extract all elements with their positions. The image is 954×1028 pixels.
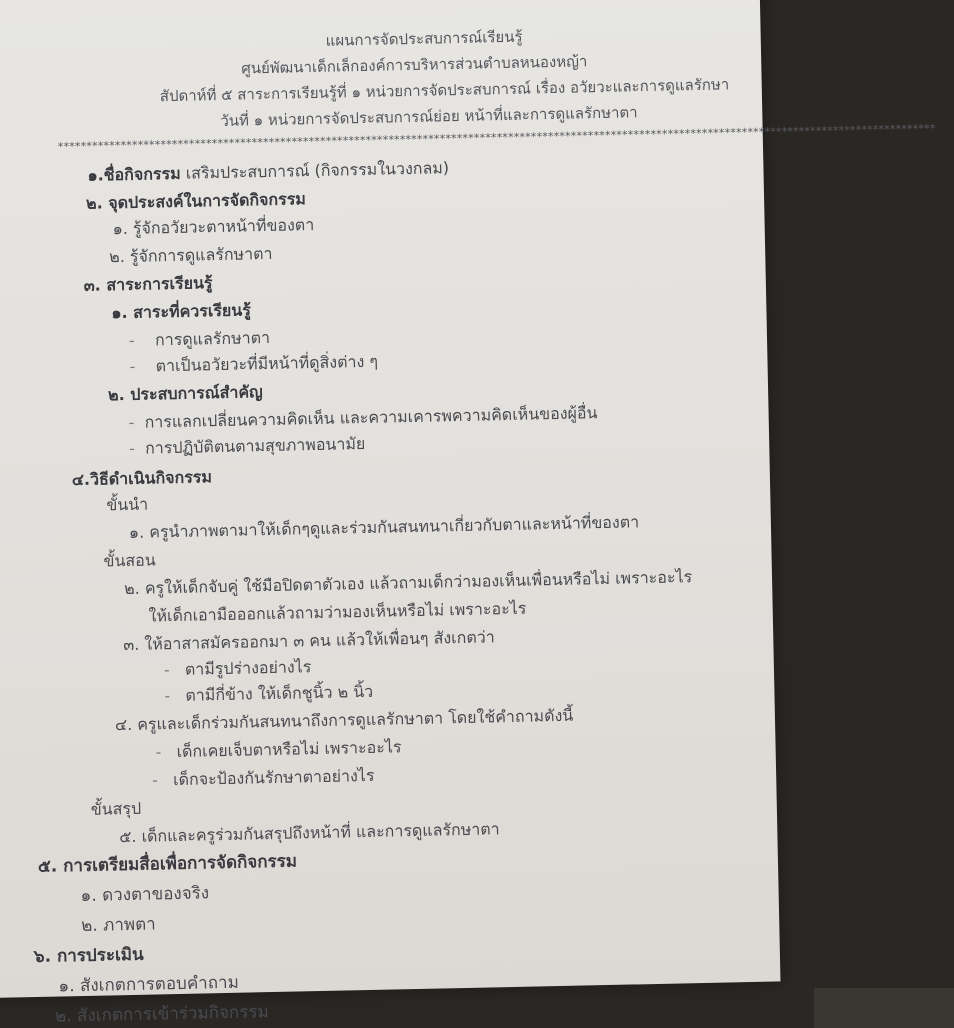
background-corner xyxy=(814,988,954,1028)
section-3-sub2-title: ๒. ประสบการณ์สำคัญ xyxy=(107,382,263,405)
media-item: ๒. ภาพตา xyxy=(80,914,156,937)
dash-bullet: - xyxy=(128,412,135,432)
dash-bullet: - xyxy=(128,330,135,350)
header-title: แผนการจัดประสบการณ์เรียนรู้ xyxy=(325,27,523,50)
dash-bullet: - xyxy=(155,742,162,762)
intro-step: ๑. ครูนำภาพตามาให้เด็กๆดูและร่วมกันสนทนาเกี่ยวกับตาและหน้าที่ของตา xyxy=(128,512,640,542)
section-3-title: ๓. สาระการเรียนรู้ xyxy=(83,273,213,295)
dash-bullet: - xyxy=(128,438,136,458)
summary-step: ๕. เด็กและครูร่วมกันสรุปถึงหน้าที่ และการดูแลรักษาตา xyxy=(119,819,500,847)
evaluation-item: ๒. สังเกตการเข้าร่วมกิจกรรม xyxy=(54,1002,269,1027)
section-1-text: เสริมประสบการณ์ (กิจกรรมในวงกลม) xyxy=(180,158,450,183)
section-2-title: ๒. จุดประสงค์ในการจัดกิจกรรม xyxy=(85,189,307,213)
dash-bullet: - xyxy=(129,356,136,376)
teach-step-4-sub xyxy=(152,766,375,791)
experience-item xyxy=(129,434,366,459)
section-5-title: ๕. การเตรียมสื่อเพื่อการจัดกิจกรรม xyxy=(37,851,298,877)
stage-summary-label: ขั้นสรุป xyxy=(90,798,142,819)
experience-item xyxy=(128,403,597,433)
header-center-name: ศูนย์พัฒนาเด็กเล็กองค์การบริหารส่วนตำบลหนองหญ้า xyxy=(241,52,588,78)
content-item-text: การดูแลรักษาตา xyxy=(154,327,271,350)
dash-bullet: - xyxy=(151,770,159,790)
content-item-text: ตาเป็นอวัยวะที่มีหน้าที่ดูสิ่งต่าง ๆ xyxy=(155,351,379,376)
dash-bullet: - xyxy=(164,686,171,706)
teach-step-4: ๔. ครูและเด็กร่วมกันสนทนาถึงการดูแลรักษาตา โดยใช้คำถามดังนี้ xyxy=(114,705,574,735)
experience-item-text: การปฏิบัติตนตามสุขภาพอนามัย xyxy=(144,433,366,458)
teach-step-2: ๒. ครูให้เด็กจับคู่ ใช้มือปิดตาตัวเอง แล้วถามเด็กว่ามองเห็นเพื่อนหรือไม่ เพราะอะไร xyxy=(123,567,693,599)
teach-step-2-cont: ให้เด็กเอามือออกแล้วถามว่ามองเห็นหรือไม่ เพราะอะไร xyxy=(148,598,527,626)
objective-item: ๑. รู้จักอวัยวะตาหน้าที่ของตา xyxy=(112,215,315,239)
teach-step-3-sub xyxy=(164,682,373,706)
content-item xyxy=(129,328,270,351)
evaluation-item: ๑. สังเกตการตอบคำถาม xyxy=(58,972,240,997)
section-1 xyxy=(87,158,449,186)
section-3-sub1-title: ๑. สาระที่ควรเรียนรู้ xyxy=(111,300,252,323)
teach-step-3-sub xyxy=(164,657,312,680)
stage-intro-label: ขั้นนำ xyxy=(106,494,149,515)
stage-teach-label: ขั้นสอน xyxy=(103,550,156,571)
media-item: ๑. ดวงตาของจริง xyxy=(80,883,210,907)
content-item xyxy=(129,352,378,377)
sub-item-text: ตามีรูปร่างอย่างไร xyxy=(184,657,312,679)
teach-step-4-sub xyxy=(155,737,401,762)
section-1-title: ๑.ชื่อกิจกรรม xyxy=(87,163,181,185)
section-6-title: ๖. การประเมิน xyxy=(33,944,144,968)
header-separator: ********************************************************************************************************************************************************** xyxy=(57,121,936,154)
header-day-line: วันที่ ๑ หน่วยการจัดประสบการณ์ย่อย หน้าที่และการดูแลรักษาตา xyxy=(220,103,638,130)
sub-item-text: เด็กจะป้องกันรักษาตาอย่างไร xyxy=(172,765,375,790)
objective-item: ๒. รู้จักการดูแลรักษาตา xyxy=(108,243,273,267)
dash-bullet: - xyxy=(163,660,170,680)
experience-item-text: การแลกเปลี่ยนความคิดเห็น และความเคารพความคิดเห็นของผู้อื่น xyxy=(144,403,598,432)
section-4-title: ๔.วิธีดำเนินกิจกรรม xyxy=(71,467,213,490)
sub-item-text: ตามีกี่ข้าง ให้เด็กชูนิ้ว ๒ นิ้ว xyxy=(185,681,374,705)
sub-item-text: เด็กเคยเจ็บตาหรือไม่ เพราะอะไร xyxy=(176,737,402,762)
teach-step-3: ๓. ให้อาสาสมัครออกมา ๓ คน แล้วให้เพื่อนๆ สังเกตว่า xyxy=(123,627,495,655)
header-week-line: สัปดาห์ที่ ๕ สาระการเรียนรู้ที่ ๑ หน่วยการจัดประสบการณ์ เรื่อง อวัยวะและการดูแลรักษา xyxy=(159,75,730,106)
